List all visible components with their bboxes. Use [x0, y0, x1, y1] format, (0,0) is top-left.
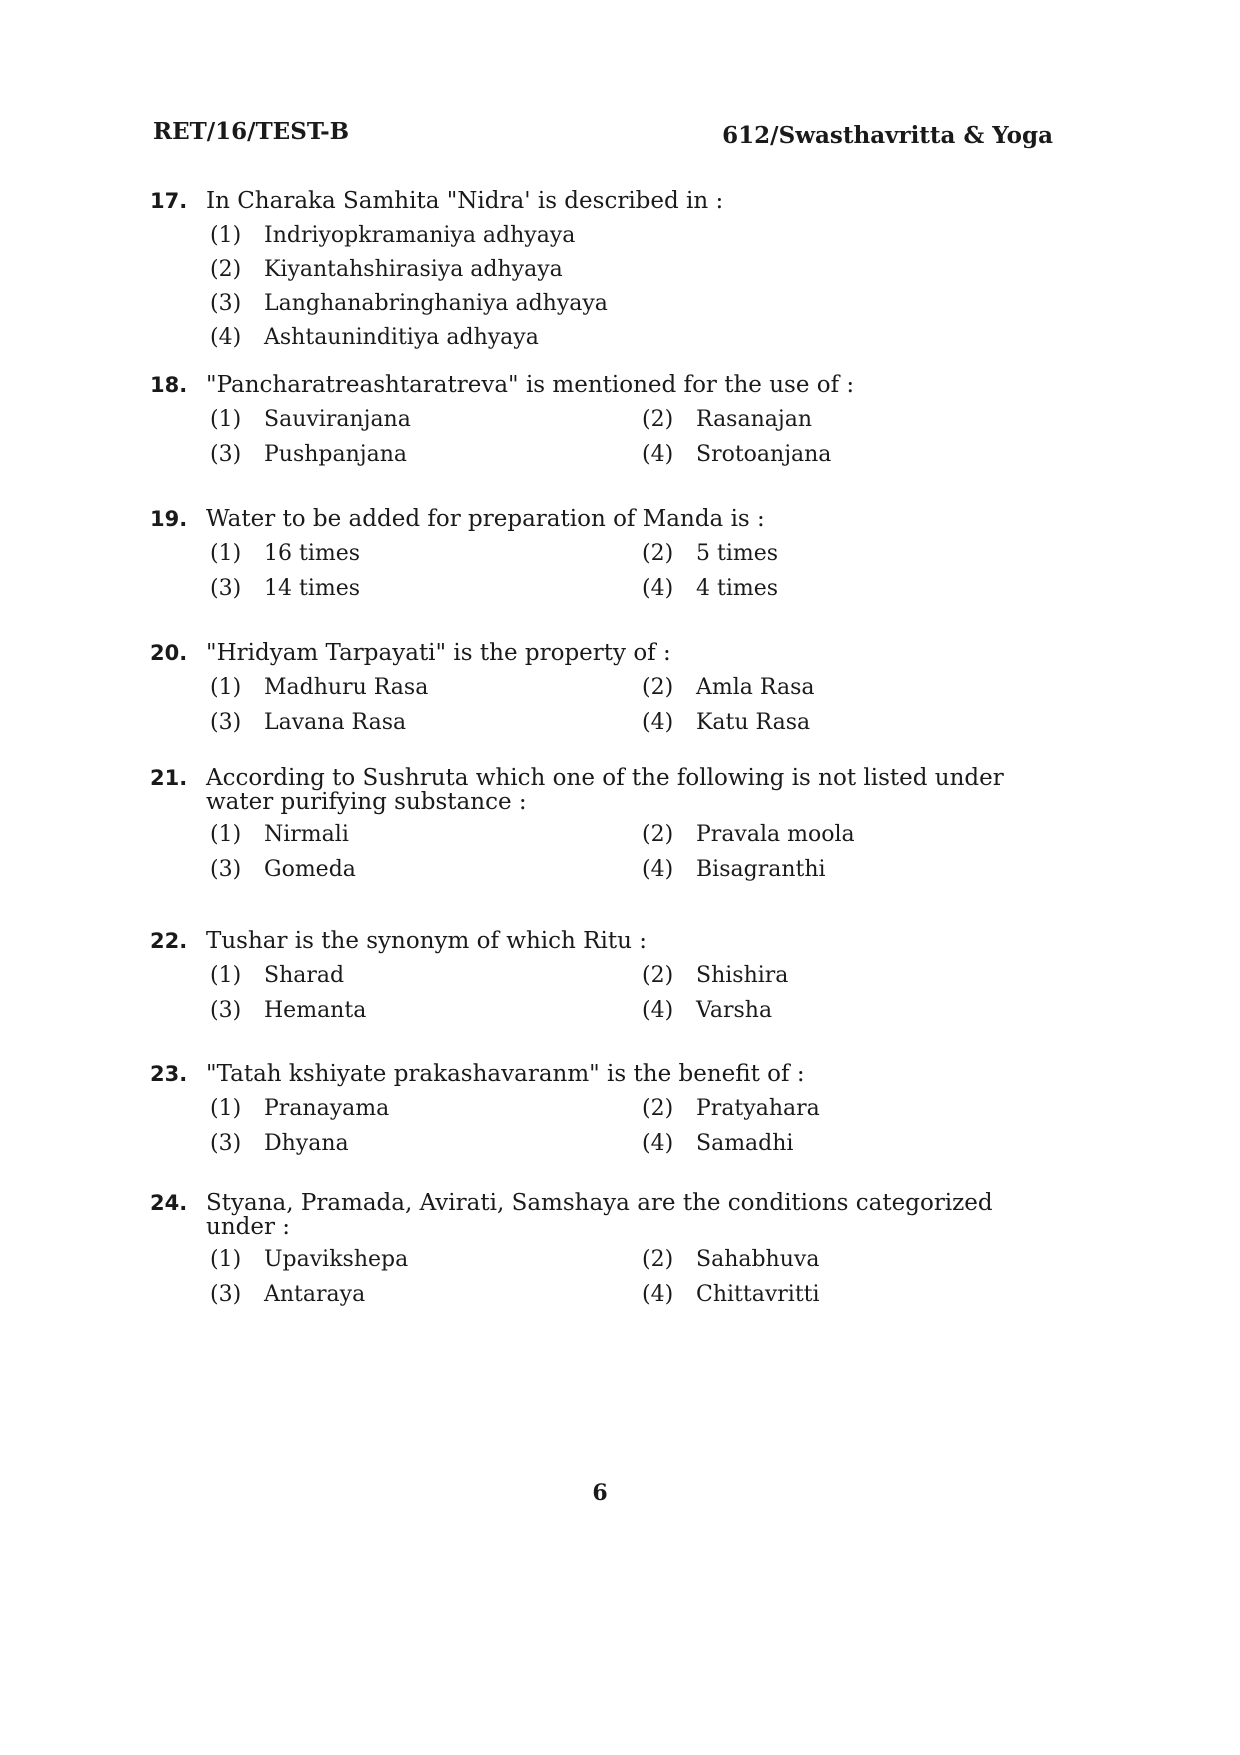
- option-text: Chittavritti: [696, 1282, 820, 1307]
- question-text: Water to be added for preparation of Manda is :: [206, 506, 765, 532]
- option-4: [642, 856, 942, 885]
- option-number: (2): [642, 541, 674, 566]
- option-number: (1): [210, 1247, 242, 1272]
- option-number: (1): [210, 407, 242, 432]
- option-4: [642, 1130, 942, 1159]
- option-number: (3): [210, 576, 242, 601]
- question-18: [150, 372, 1060, 470]
- option-text: Pranayama: [264, 1096, 390, 1121]
- option-number: (1): [210, 675, 242, 700]
- question-text: "Pancharatreashtaratreva" is mentioned for the use of :: [206, 372, 855, 398]
- option-number: (1): [210, 541, 242, 566]
- option-list: [150, 674, 1060, 738]
- option-number: (2): [642, 1096, 674, 1121]
- option-number: (4): [642, 998, 674, 1023]
- option-1: [210, 1095, 642, 1124]
- option-text: 5 times: [696, 541, 779, 566]
- option-3: [210, 441, 642, 470]
- option-text: 16 times: [264, 541, 361, 566]
- option-text: Langhanabringhaniya adhyaya: [264, 291, 608, 316]
- option-text: Rasanajan: [696, 407, 812, 432]
- question-number: 21.: [150, 766, 188, 790]
- option-number: (3): [210, 857, 242, 882]
- option-number: (3): [210, 998, 242, 1023]
- option-text: Sauviranjana: [264, 407, 411, 432]
- question-number: 18.: [150, 373, 188, 397]
- option-2: [642, 1246, 942, 1275]
- option-1: [210, 222, 1060, 256]
- question-20: [150, 640, 1060, 738]
- option-list: [150, 962, 1060, 1026]
- option-text: Sahabhuva: [696, 1247, 820, 1272]
- option-number: (4): [642, 442, 674, 467]
- option-number: (3): [210, 1282, 242, 1307]
- subject-title: 612/Swasthavritta & Yoga: [722, 122, 1053, 149]
- option-3: [210, 856, 642, 885]
- option-4: [642, 997, 942, 1026]
- option-text: Varsha: [696, 998, 773, 1023]
- option-text: Lavana Rasa: [264, 710, 407, 735]
- option-text: Samadhi: [696, 1131, 794, 1156]
- option-text: Ashtauninditiya adhyaya: [264, 325, 539, 350]
- option-number: (4): [642, 857, 674, 882]
- option-2: [642, 821, 942, 850]
- option-text: Katu Rasa: [696, 710, 811, 735]
- option-4: [642, 575, 942, 604]
- option-3: [210, 709, 642, 738]
- option-text: Bisagranthi: [696, 857, 826, 882]
- test-code: RET/16/TEST-B: [153, 118, 350, 145]
- question-text: In Charaka Samhita "Nidra' is described in :: [206, 188, 724, 214]
- question-24: [150, 1191, 1060, 1310]
- option-2: [642, 406, 942, 435]
- option-text: Nirmali: [264, 822, 349, 847]
- option-text: Srotoanjana: [696, 442, 832, 467]
- question-number: 24.: [150, 1191, 188, 1215]
- option-number: (4): [642, 1282, 674, 1307]
- option-text: Sharad: [264, 963, 345, 988]
- option-text: Shishira: [696, 963, 789, 988]
- option-number: (3): [210, 291, 242, 316]
- option-1: [210, 674, 642, 703]
- question-19: [150, 506, 1060, 604]
- question-number: 17.: [150, 189, 188, 213]
- option-text: Indriyopkramaniya adhyaya: [264, 223, 576, 248]
- option-number: (1): [210, 1096, 242, 1121]
- option-number: (4): [642, 1131, 674, 1156]
- option-text: Pratyahara: [696, 1096, 820, 1121]
- option-number: (2): [642, 963, 674, 988]
- option-text: Amla Rasa: [696, 675, 815, 700]
- option-text: Gomeda: [264, 857, 356, 882]
- option-3: [210, 1130, 642, 1159]
- question-text: Styana, Pramada, Avirati, Samshaya are the conditions categorized under :: [206, 1190, 993, 1240]
- option-2: [642, 1095, 942, 1124]
- option-list: [150, 406, 1060, 470]
- option-list: [150, 540, 1060, 604]
- option-list: [150, 821, 1060, 885]
- question-number: 23.: [150, 1062, 188, 1086]
- question-number: 19.: [150, 507, 188, 531]
- option-number: (4): [210, 325, 242, 350]
- question-22: [150, 928, 1060, 1026]
- option-2: [210, 256, 1060, 290]
- option-1: [210, 540, 642, 569]
- option-text: Upavikshepa: [264, 1247, 409, 1272]
- option-number: (1): [210, 223, 242, 248]
- option-1: [210, 1246, 642, 1275]
- option-list: [150, 1246, 1060, 1310]
- option-text: Antaraya: [264, 1282, 366, 1307]
- option-number: (3): [210, 442, 242, 467]
- question-21: [150, 766, 1060, 885]
- option-4: [210, 324, 1060, 358]
- question-23: [150, 1061, 1060, 1159]
- option-number: (4): [642, 710, 674, 735]
- option-text: Madhuru Rasa: [264, 675, 429, 700]
- option-number: (3): [210, 1131, 242, 1156]
- option-text: Kiyantahshirasiya adhyaya: [264, 257, 563, 282]
- option-number: (2): [642, 407, 674, 432]
- option-3: [210, 997, 642, 1026]
- question-text: According to Sushruta which one of the following is not listed under water purifying substance :: [206, 765, 1004, 815]
- option-3: [210, 290, 1060, 324]
- option-number: (2): [642, 675, 674, 700]
- question-17: [150, 188, 1060, 358]
- option-4: [642, 1281, 942, 1310]
- option-number: (2): [642, 822, 674, 847]
- option-number: (4): [642, 576, 674, 601]
- option-1: [210, 821, 642, 850]
- option-number: (1): [210, 822, 242, 847]
- option-number: (3): [210, 710, 242, 735]
- option-1: [210, 406, 642, 435]
- option-list: [150, 222, 1060, 358]
- page-number: 6: [592, 1480, 608, 1506]
- question-text: "Hridyam Tarpayati" is the property of :: [206, 640, 671, 666]
- page-header: [153, 118, 1053, 158]
- option-2: [642, 962, 942, 991]
- option-text: Pushpanjana: [264, 442, 408, 467]
- option-text: 14 times: [264, 576, 361, 601]
- question-text: "Tatah kshiyate prakashavaranm" is the benefit of :: [206, 1061, 805, 1087]
- option-text: Hemanta: [264, 998, 367, 1023]
- option-number: (2): [210, 257, 242, 282]
- question-number: 20.: [150, 641, 188, 665]
- option-4: [642, 441, 942, 470]
- option-2: [642, 674, 942, 703]
- question-text: Tushar is the synonym of which Ritu :: [206, 928, 647, 954]
- option-number: (1): [210, 963, 242, 988]
- question-number: 22.: [150, 929, 188, 953]
- option-1: [210, 962, 642, 991]
- option-3: [210, 575, 642, 604]
- option-list: [150, 1095, 1060, 1159]
- option-2: [642, 540, 942, 569]
- option-text: 4 times: [696, 576, 779, 601]
- option-text: Pravala moola: [696, 822, 855, 847]
- option-3: [210, 1281, 642, 1310]
- option-4: [642, 709, 942, 738]
- option-number: (2): [642, 1247, 674, 1272]
- option-text: Dhyana: [264, 1131, 349, 1156]
